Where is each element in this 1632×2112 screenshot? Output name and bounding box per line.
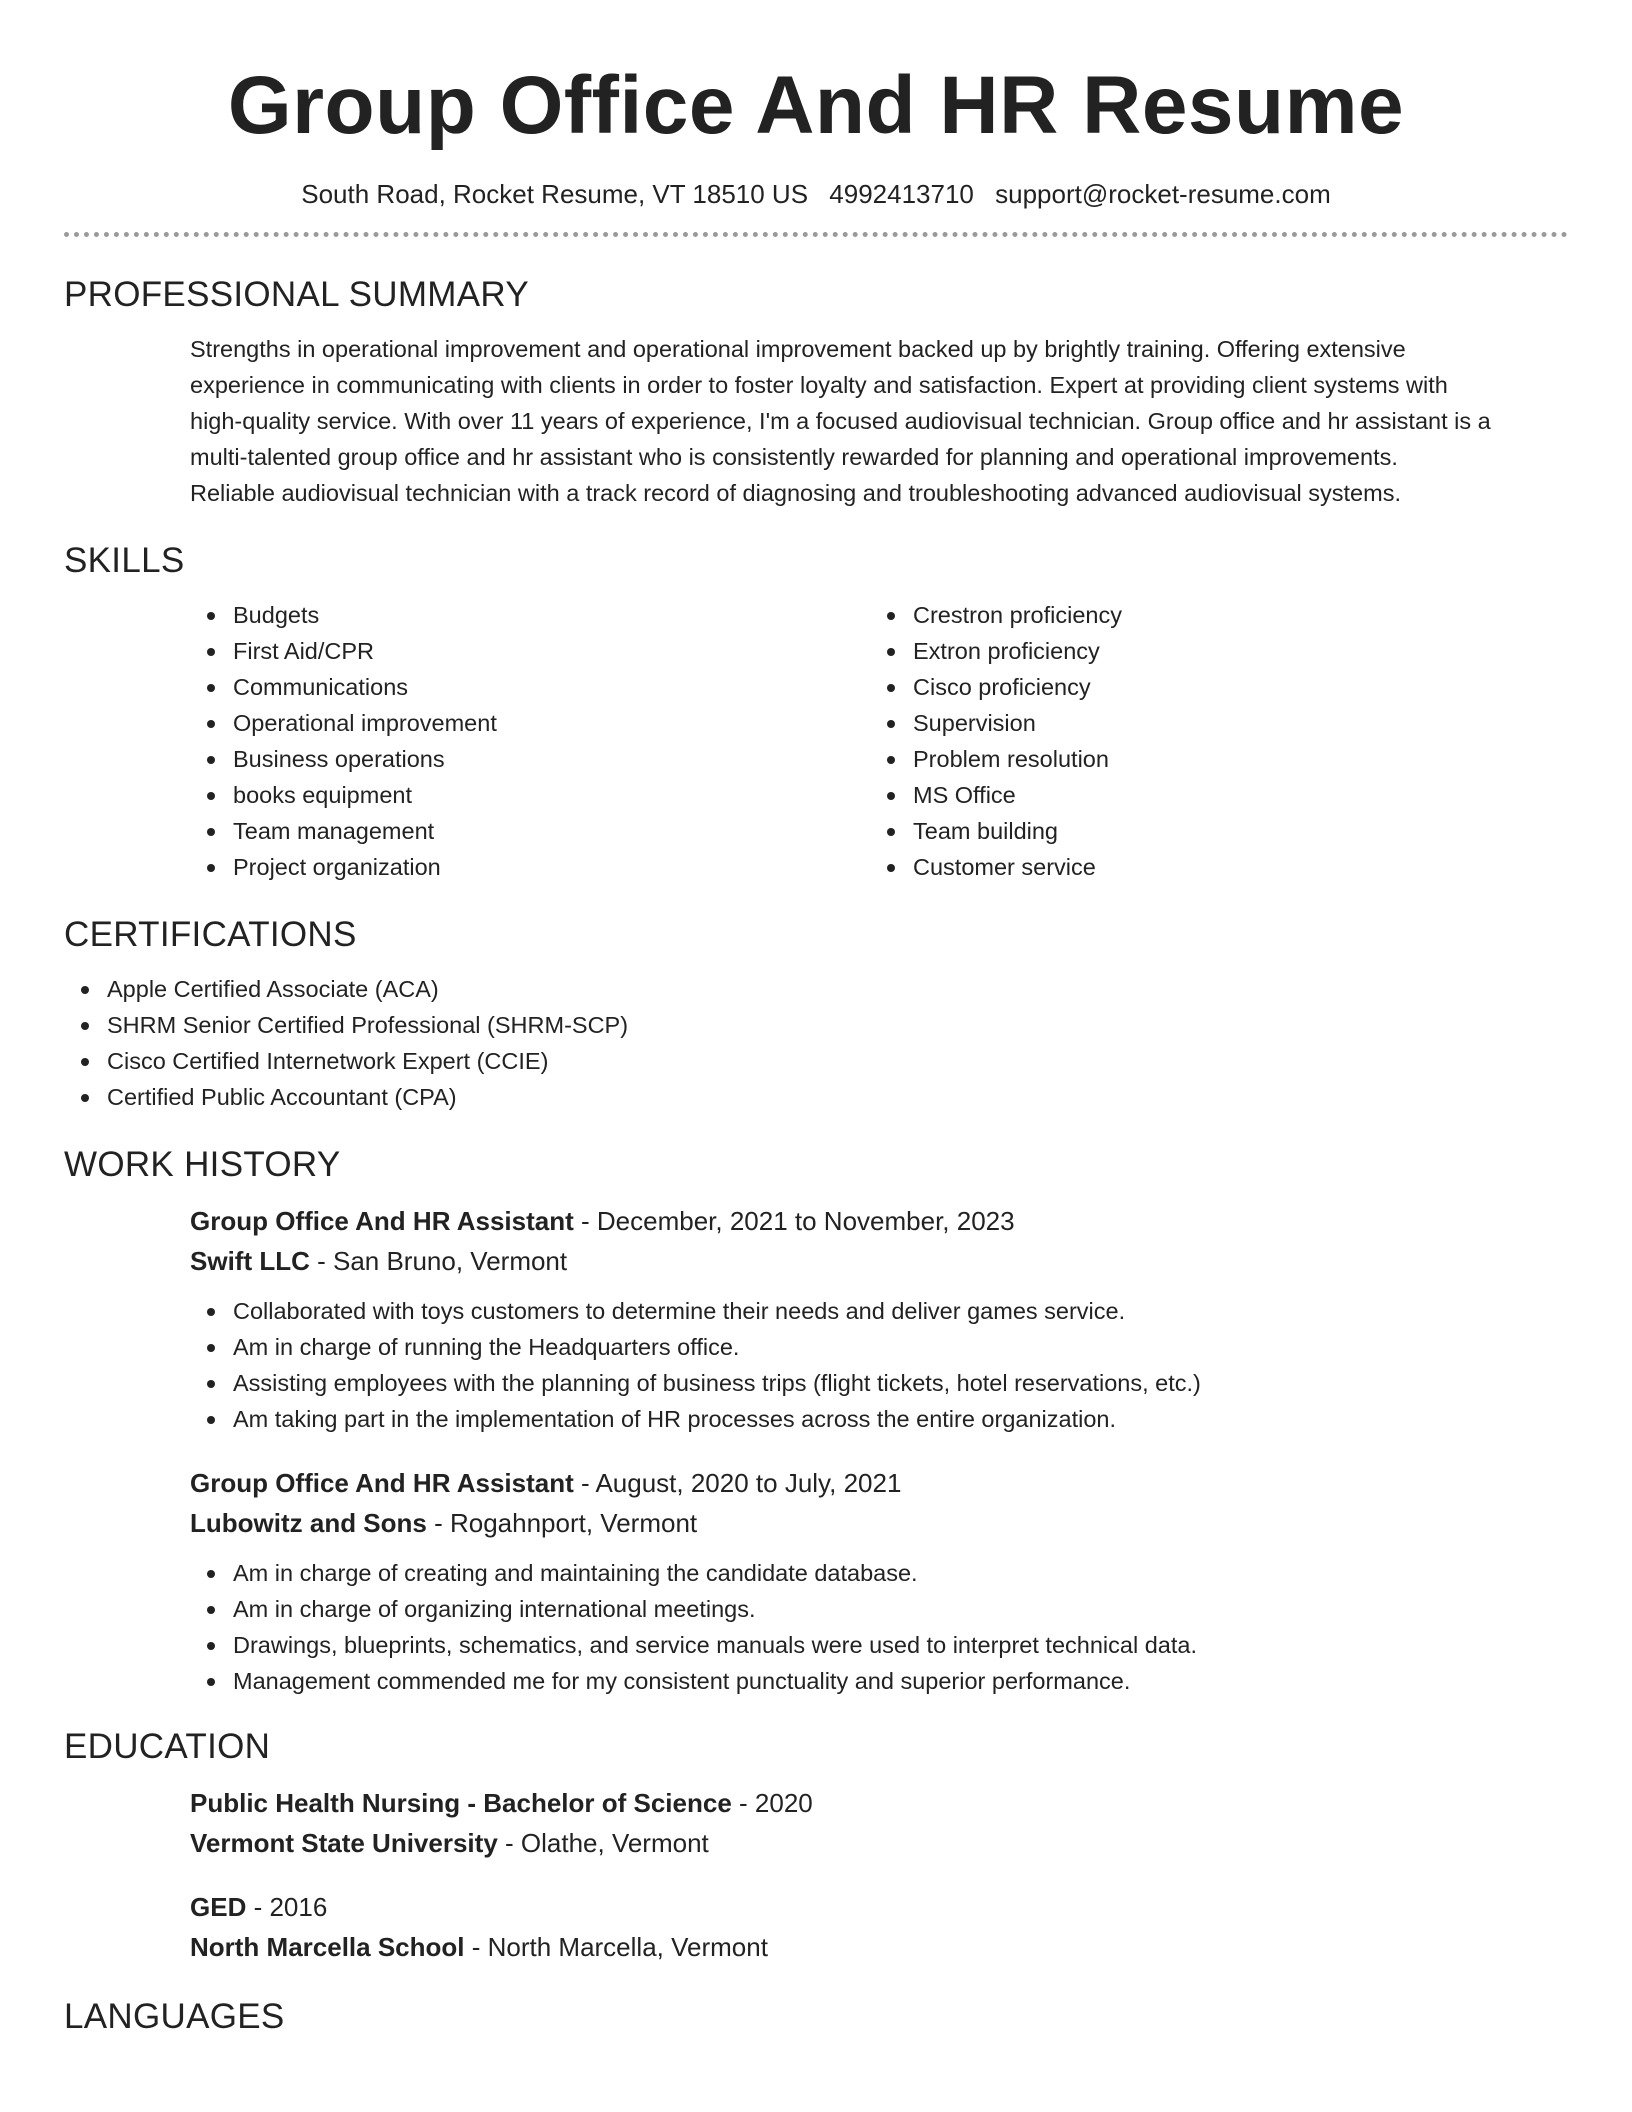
job-location: - San Bruno, Vermont bbox=[309, 1246, 568, 1276]
skill-item: Extron proficiency bbox=[870, 633, 1550, 669]
education-entry bbox=[190, 1887, 1568, 1967]
certifications-list bbox=[64, 971, 1568, 1115]
certification-item: Cisco Certified Internetwork Expert (CCIE) bbox=[64, 1043, 1568, 1079]
job-duty: Am taking part in the implementation of HR processes across the entire organization. bbox=[190, 1401, 1568, 1437]
job-position: Group Office And HR Assistant bbox=[190, 1206, 574, 1236]
education-degree-line bbox=[190, 1783, 1568, 1823]
education-school-line bbox=[190, 1823, 1568, 1863]
skill-item: books equipment bbox=[190, 777, 870, 813]
education-location: - North Marcella, Vermont bbox=[464, 1932, 768, 1962]
job-company-line bbox=[190, 1241, 1568, 1281]
job-entry bbox=[190, 1463, 1568, 1699]
skill-item: Crestron proficiency bbox=[870, 597, 1550, 633]
skill-item: Supervision bbox=[870, 705, 1550, 741]
job-duty: Management commended me for my consistent punctuality and superior performance. bbox=[190, 1663, 1568, 1699]
job-position: Group Office And HR Assistant bbox=[190, 1468, 574, 1498]
job-company: Lubowitz and Sons bbox=[190, 1508, 427, 1538]
education-degree: GED bbox=[190, 1892, 247, 1922]
skills-column-left bbox=[190, 597, 870, 885]
education-degree-line bbox=[190, 1887, 1568, 1927]
work-history-heading: WORK HISTORY bbox=[64, 1145, 341, 1184]
job-company-line bbox=[190, 1503, 1568, 1543]
skills-column-right bbox=[870, 597, 1550, 885]
job-duties bbox=[190, 1555, 1568, 1699]
education-school: Vermont State University bbox=[190, 1828, 498, 1858]
header-divider bbox=[64, 232, 1568, 237]
education-degree: Public Health Nursing - Bachelor of Science bbox=[190, 1788, 732, 1818]
skill-item: Customer service bbox=[870, 849, 1550, 885]
skill-item: Business operations bbox=[190, 741, 870, 777]
summary-text bbox=[190, 331, 1568, 511]
summary-line: Reliable audiovisual technician with a track record of diagnosing and troubleshooting advanced audiovisual systems. bbox=[190, 480, 1401, 506]
skill-item: MS Office bbox=[870, 777, 1550, 813]
resume-name: Group Office And HR Resume bbox=[227, 60, 1405, 151]
contact-address: South Road, Rocket Resume, VT 18510 US bbox=[301, 179, 809, 209]
job-duty: Assisting employees with the planning of business trips (flight tickets, hotel reservations, etc.) bbox=[190, 1365, 1568, 1401]
education-year: - 2016 bbox=[246, 1892, 328, 1922]
education-school: North Marcella School bbox=[190, 1932, 465, 1962]
job-dates: - August, 2020 to July, 2021 bbox=[573, 1468, 902, 1498]
certification-item: Apple Certified Associate (ACA) bbox=[64, 971, 1568, 1007]
job-location: - Rogahnport, Vermont bbox=[426, 1508, 698, 1538]
job-title-line bbox=[190, 1201, 1568, 1241]
skills-heading: SKILLS bbox=[64, 541, 185, 580]
certification-item: SHRM Senior Certified Professional (SHRM-SCP) bbox=[64, 1007, 1568, 1043]
education-heading: EDUCATION bbox=[64, 1727, 271, 1766]
languages-heading: LANGUAGES bbox=[64, 1997, 285, 2036]
job-duty: Collaborated with toys customers to determine their needs and deliver games service. bbox=[190, 1293, 1568, 1329]
skill-item: Communications bbox=[190, 669, 870, 705]
certification-item: Certified Public Accountant (CPA) bbox=[64, 1079, 1568, 1115]
job-duty: Am in charge of organizing international meetings. bbox=[190, 1591, 1568, 1627]
skill-item: Operational improvement bbox=[190, 705, 870, 741]
skill-item: Project organization bbox=[190, 849, 870, 885]
skill-item: Problem resolution bbox=[870, 741, 1550, 777]
skills-list bbox=[190, 597, 1568, 885]
summary-heading: PROFESSIONAL SUMMARY bbox=[64, 275, 529, 314]
skill-item: Team building bbox=[870, 813, 1550, 849]
resume-page bbox=[64, 0, 1568, 2039]
contact-line bbox=[64, 178, 1568, 210]
contact-email: support@rocket-resume.com bbox=[995, 179, 1331, 209]
education-entry bbox=[190, 1783, 1568, 1863]
summary-line: high-quality service. With over 11 years of experience, I'm a focused audiovisual technician. Group office and hr assistant is a bbox=[190, 408, 1491, 434]
summary-line: Strengths in operational improvement and operational improvement backed up by brightly training. Offering extensive bbox=[190, 336, 1406, 362]
education-location: - Olathe, Vermont bbox=[497, 1828, 709, 1858]
contact-phone: 4992413710 bbox=[829, 179, 974, 209]
education-year: - 2020 bbox=[731, 1788, 813, 1818]
summary-line: multi-talented group office and hr assistant who is consistently rewarded for planning and operational improvements. bbox=[190, 444, 1398, 470]
job-duty: Drawings, blueprints, schematics, and service manuals were used to interpret technical data. bbox=[190, 1627, 1568, 1663]
certifications-heading: CERTIFICATIONS bbox=[64, 915, 357, 954]
summary-line: experience in communicating with clients in order to foster loyalty and satisfaction. Expert at providing client systems with bbox=[190, 372, 1448, 398]
job-entry bbox=[190, 1201, 1568, 1437]
skill-item: Budgets bbox=[190, 597, 870, 633]
job-company: Swift LLC bbox=[190, 1246, 310, 1276]
job-duty: Am in charge of running the Headquarters office. bbox=[190, 1329, 1568, 1365]
job-title-line bbox=[190, 1463, 1568, 1503]
skill-item: First Aid/CPR bbox=[190, 633, 870, 669]
education-school-line bbox=[190, 1927, 1568, 1967]
job-duty: Am in charge of creating and maintaining the candidate database. bbox=[190, 1555, 1568, 1591]
job-duties bbox=[190, 1293, 1568, 1437]
skill-item: Cisco proficiency bbox=[870, 669, 1550, 705]
job-dates: - December, 2021 to November, 2023 bbox=[573, 1206, 1015, 1236]
skill-item: Team management bbox=[190, 813, 870, 849]
